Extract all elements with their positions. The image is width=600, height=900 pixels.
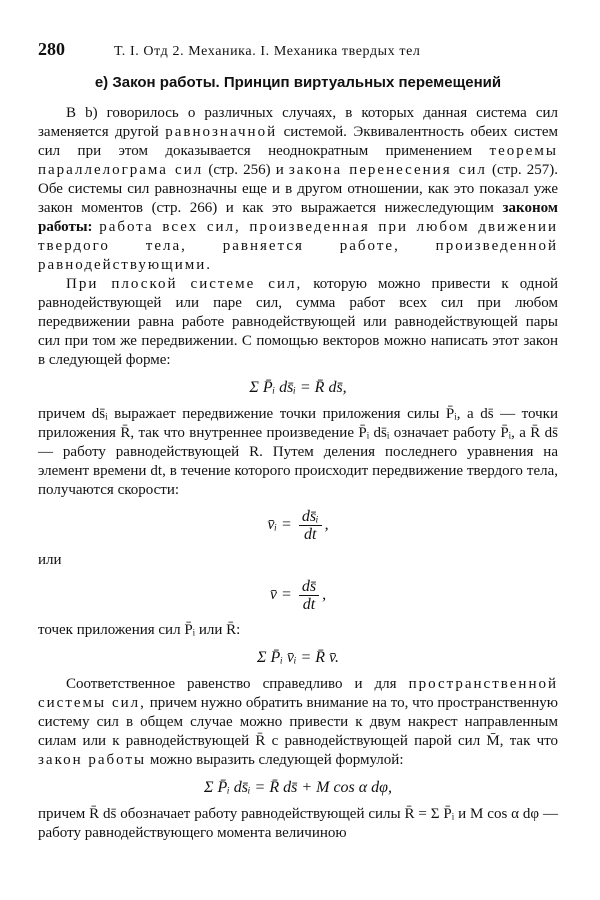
formula-velocity: v̄ = $\frac{ds̄}{dt}$ , [269, 578, 327, 613]
text: можно выразить следующей формулой: [149, 752, 404, 768]
text: которую можно привести к одной равнодействующей или паре сил, сумма работ всех сил при любом передвижении равна работе равнодействующей или равнодействующей пары сил при том же передвижении. С помощью векторов можно написать этот закон в следующей форме: [38, 276, 558, 368]
paragraph-6 [38, 675, 558, 770]
denominator: dt [303, 526, 317, 543]
fraction [299, 508, 322, 543]
formula-spatial-work: Σ P̄ᵢ ds̄ᵢ = R̄ ds̄ + M cos α dφ, [203, 779, 393, 796]
paragraph-3: причем ds̄ᵢ выражает передвижение точки приложения силы P̄ᵢ, а ds̄ — точки приложения R̄, так что внутреннее произведение P̄ᵢ ds̄ᵢ означает работу P̄ᵢ, а R̄ ds̄ — работу равнодействующей R. Путем деления последнего уравнения на элемент времени dt, в течение которого происходит передвижение твердого тела, получаются скорости: [38, 406, 558, 498]
spaced-text: пространственной системы сил, [38, 676, 559, 711]
formula-power: Σ P̄ᵢ v̄ᵢ = R̄ v̄. [257, 649, 339, 666]
fraction [299, 578, 319, 613]
bold-term: законом работы: [38, 200, 559, 235]
text: В b) говорилось о различных случаях, в которых данная система сил заменяется другой [38, 105, 558, 140]
numerator: ds̄ [299, 578, 319, 596]
text: (стр. 257). Обе системы сил равнозначны еще и в другом отношении, как это показал уже закон моментов (стр. 266) и как это выражается нижеследующим [38, 162, 558, 216]
paragraph-1 [38, 104, 558, 275]
spaced-text: закон работы [38, 752, 147, 768]
text: системой. Эквивалентность обеих систем сил при этом доказывается неоднократным применением [38, 124, 559, 159]
text: причем нужно обратить внимание на то, что пространственную систему сил в общем случае можно привести к двум накрест направленным силам или к равнодействующей R̄ с равнодействующей парой сил M̄, так что [38, 695, 558, 749]
formula-lhs: v̄ = [269, 586, 292, 604]
paragraph-2 [38, 275, 558, 370]
denominator: dt [302, 596, 316, 613]
paragraph-or: или [38, 552, 62, 568]
formula-velocity-i: v̄ᵢ = $\frac{\text{ds̄ᵢ}}{dt}$ , [267, 508, 329, 543]
running-title: Т. I. Отд 2. Механика. I. Механика твердых тел [114, 44, 421, 59]
spaced-text: закона перенесения сил [288, 162, 487, 178]
spaced-text: теоремы параллелограма сил [38, 143, 558, 178]
spaced-text: При плоской системе сил, [66, 276, 303, 292]
page-number: 280 [38, 39, 65, 59]
spaced-text: равнозначной [165, 124, 278, 140]
paragraph-7: причем R̄ ds̄ обозначает работу равнодействующей силы R̄ = Σ P̄ᵢ и M cos α dφ — работу равнодействующего момента величиною [38, 806, 558, 841]
text: (стр. 256) и [208, 162, 284, 178]
book-page [38, 40, 558, 843]
section-title: е) Закон работы. Принцип виртуальных перемещений [94, 74, 502, 91]
spaced-text: работа всех сил, произведенная при любом движении твердого тела, равняется работе, произведенной равнодействующими. [38, 219, 558, 273]
numerator: ds̄ᵢ [299, 508, 322, 526]
formula-lhs: v̄ᵢ = [267, 516, 292, 534]
paragraph-5: точек приложения сил P̄ᵢ или R̄: [38, 622, 241, 638]
formula-work-law: Σ P̄ᵢ ds̄ᵢ = R̄ ds̄, [249, 379, 347, 396]
text: Соответственное равенство справедливо и для [66, 676, 397, 692]
page-header [38, 40, 558, 61]
